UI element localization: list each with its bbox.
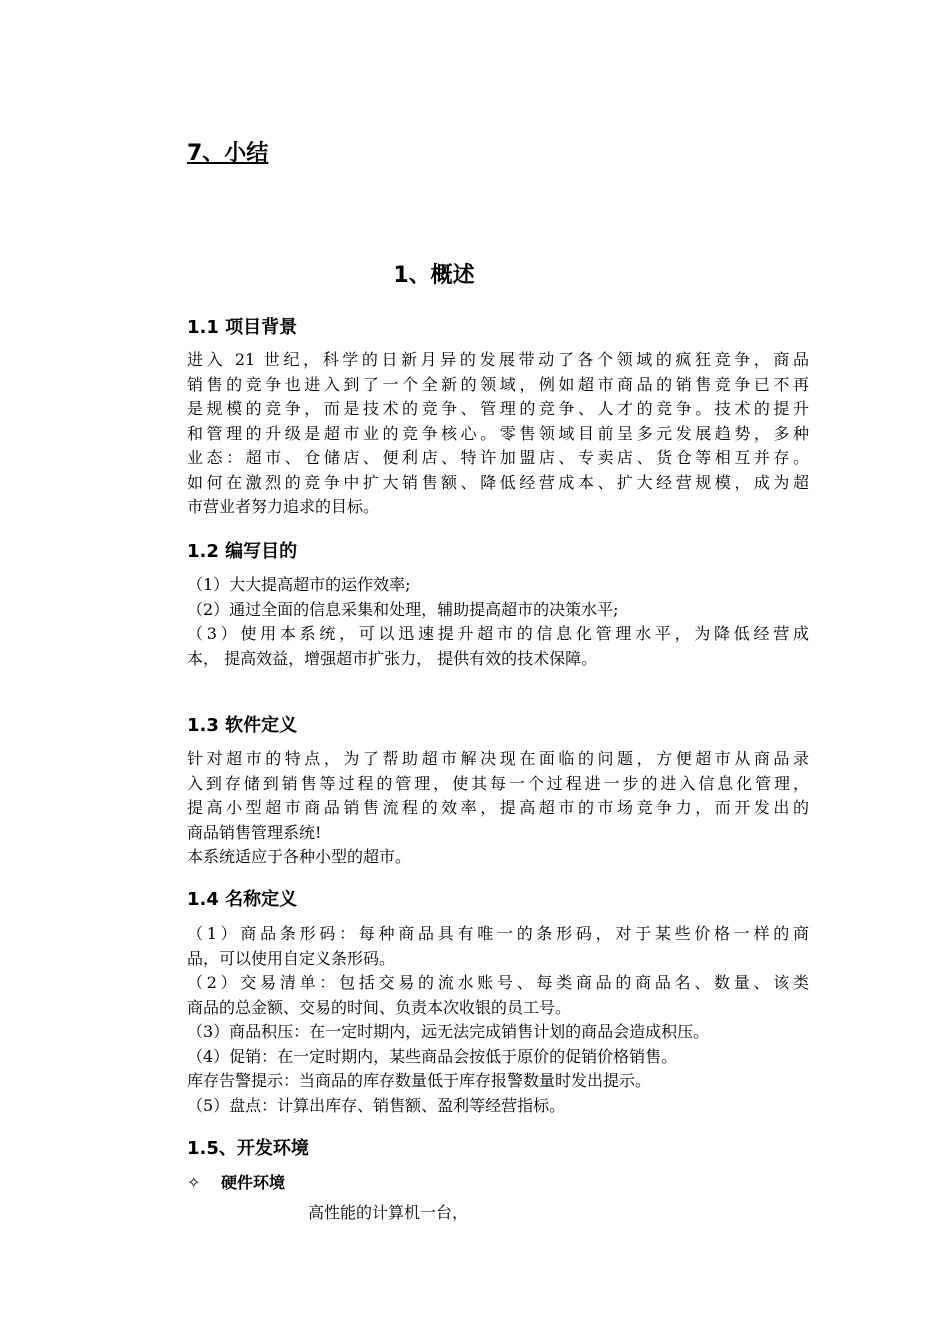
- paragraph-line: 业态：超市、仓储店、便利店、特许加盟店、专卖店、货仓等相互并存。: [187, 448, 809, 467]
- paragraph-line: 入到存储到销售等过程的管理，使其每一个过程进一步的进入信息化管理，: [187, 773, 809, 793]
- chapter-title: 1、概述: [393, 263, 475, 288]
- list-item: （1）商品条形码：每种商品具有唯一的条形码，对于某些价格一样的商: [187, 924, 809, 943]
- paragraph-line: 如何在激烈的竞争中扩大销售额、降低经营成本、扩大经营规模，成为超: [187, 472, 809, 492]
- section-body-purpose: [187, 573, 809, 671]
- paragraph-line: 商品销售管理系统!: [187, 822, 322, 842]
- bullet-label: 硬件环境: [221, 1173, 286, 1192]
- section-heading-background: 1.1 项目背景: [187, 317, 298, 338]
- toc-item-summary[interactable]: 7、小结: [187, 141, 269, 166]
- section-body-definition: [187, 747, 809, 870]
- section-heading-purpose: 1.2 编写目的: [187, 541, 298, 562]
- bullet-hardware: [187, 1170, 285, 1193]
- diamond-bullet-icon: ✧: [187, 1173, 201, 1192]
- section-heading-definition: 1.3 软件定义: [187, 715, 298, 736]
- paragraph-line: 销售的竞争也进入到了一个全新的领域，例如超市商品的销售竞争已不再: [187, 374, 809, 394]
- list-item: 品，可以使用自定义条形码。: [187, 948, 396, 968]
- paragraph-line: 本系统适应于各种小型的超市。: [187, 847, 412, 866]
- list-item: （2）交易清单：包括交易的流水账号、每类商品的商品名、数量、该类: [187, 973, 809, 992]
- section-heading-terms: 1.4 名称定义: [187, 889, 298, 910]
- list-item: 本， 提高效益，增强超市扩张力， 提供有效的技术保障。: [187, 648, 598, 668]
- list-item: （1）大大提高超市的运作效率;: [187, 575, 411, 594]
- paragraph-line: 提高小型超市商品销售流程的效率，提高超市的市场竞争力，而开发出的: [187, 798, 809, 817]
- section-body-terms: [187, 922, 809, 1118]
- paragraph-line: 是规模的竞争，而是技术的竞争、管理的竞争、人才的竞争。技术的提升: [187, 399, 809, 418]
- list-item: （2）通过全面的信息采集和处理，辅助提高超市的决策水平;: [187, 599, 619, 619]
- list-item: （5）盘点：计算出库存、销售额、盈利等经营指标。: [187, 1095, 566, 1115]
- section-body-background: [187, 348, 809, 520]
- list-item: （3）使用本系统，可以迅速提升超市的信息化管理水平，为降低经营成: [187, 624, 809, 643]
- section-heading-environment: 1.5、开发环境: [187, 1138, 309, 1159]
- list-item: 库存告警提示：当商品的库存数量低于库存报警数量时发出提示。: [187, 1071, 652, 1090]
- paragraph-line: 针对超市的特点，为了帮助超市解决现在面临的问题，方便超市从商品录: [187, 749, 809, 768]
- list-item: （3）商品积压：在一定时期内，远无法完成销售计划的商品会造成积压。: [187, 1022, 710, 1041]
- paragraph-line: 和管理的升级是超市业的竞争核心。零售领域目前呈多元发展趋势，多种: [187, 423, 809, 443]
- list-item: 商品的总金额、交易的时间、负责本次收银的员工号。: [187, 997, 572, 1017]
- paragraph-line: 进入 21 世纪，科学的日新月异的发展带动了各个领域的疯狂竞争，商品: [187, 350, 809, 369]
- paragraph-line: 市营业者努力追求的目标。: [187, 497, 380, 516]
- hardware-item: 高性能的计算机一台，: [308, 1203, 469, 1222]
- list-item: （4）促销：在一定时期内，某些商品会按低于原价的促销价格销售。: [187, 1046, 678, 1066]
